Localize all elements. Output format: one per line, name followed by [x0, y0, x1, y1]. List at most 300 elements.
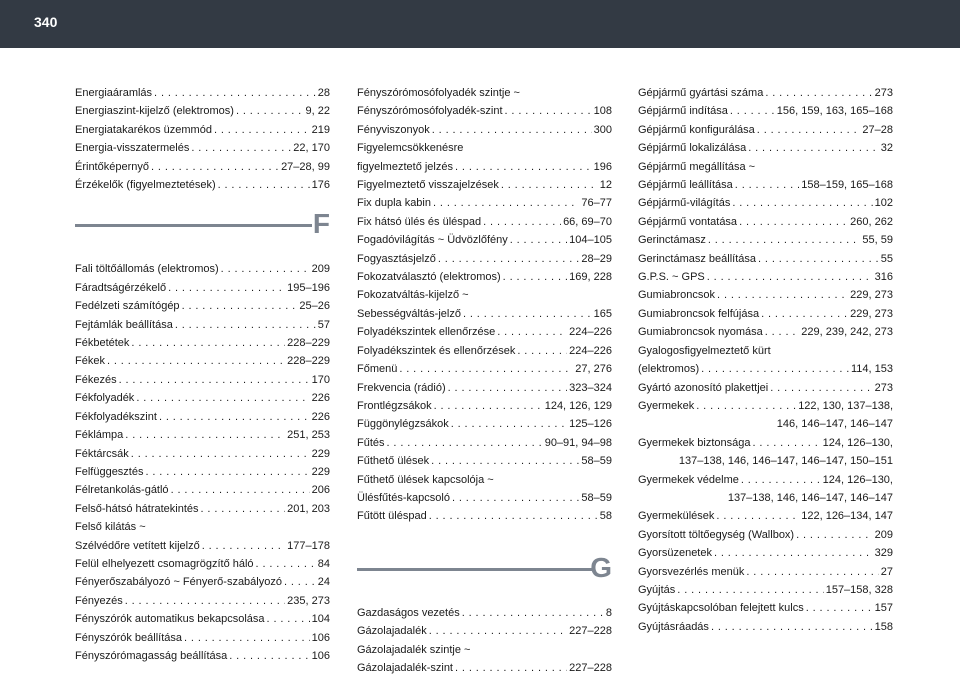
entry-pages: 206 — [311, 484, 330, 497]
entry-pages: 158 — [874, 620, 893, 633]
dot-leader — [741, 471, 821, 489]
dot-leader — [758, 250, 879, 268]
entry-term: Energiatakarékos üzemmód — [75, 123, 212, 136]
entry-pages: 27–28 — [862, 123, 893, 136]
entry-term: Fűtés — [357, 436, 385, 449]
dot-leader — [202, 537, 285, 555]
entry-pages: 55 — [880, 252, 893, 265]
index-entry — [638, 618, 893, 636]
dot-leader — [806, 599, 873, 617]
entry-pages: 58 — [599, 510, 612, 523]
entry-term: Fix hátsó ülés és üléspad — [357, 215, 482, 228]
dot-leader — [711, 618, 873, 636]
dot-leader — [739, 213, 848, 231]
index-entry — [75, 481, 330, 499]
index-entry — [75, 500, 330, 518]
dot-leader — [501, 176, 598, 194]
index-entry — [638, 286, 893, 304]
entry-pages: 106 — [311, 631, 330, 644]
index-entry — [638, 305, 893, 323]
entry-heading-line: Felső kilátás ~ — [75, 521, 146, 534]
index-entry — [357, 659, 612, 677]
entry-pages: 158–159, 165–168 — [801, 179, 893, 192]
index-entry — [357, 434, 612, 452]
index-entry — [75, 537, 330, 555]
entry-term: Gyorsított töltőegység (Wallbox) — [638, 528, 795, 541]
index-entry — [357, 622, 612, 640]
dot-leader — [267, 610, 310, 628]
dot-leader — [730, 102, 775, 120]
entry-pages: 316 — [874, 271, 893, 284]
dot-leader — [510, 231, 567, 249]
dot-leader — [448, 379, 568, 397]
entry-pages: 24 — [317, 576, 330, 589]
index-column-2 — [357, 84, 612, 677]
entry-pages: 229 — [311, 447, 330, 460]
entry-pages: 122, 126–134, 147 — [801, 510, 893, 523]
entry-pages: 55, 59 — [862, 234, 893, 247]
dot-leader — [151, 158, 279, 176]
entry-term: Sebességváltás-jelző — [357, 307, 461, 320]
index-entry — [75, 573, 330, 591]
entry-term: Gyújtáskapcsolóban felejtett kulcs — [638, 602, 804, 615]
index-entry — [638, 176, 893, 194]
entry-term: Fényerőszabályozó ~ Fényerő-szabályozó — [75, 576, 282, 589]
entry-term: Fényszórók automatikus bekapcsolása — [75, 613, 265, 626]
dot-leader — [201, 500, 286, 518]
entry-term: Folyadékszintek ellenőrzése — [357, 326, 496, 339]
index-entry — [638, 434, 893, 452]
entry-term: figyelmeztető jelzés — [357, 160, 453, 173]
entry-pages: 124, 126, 129 — [544, 399, 612, 412]
dot-leader — [757, 121, 861, 139]
index-entry — [638, 323, 893, 341]
dot-leader — [136, 389, 309, 407]
entry-pages: 224–226 — [569, 344, 612, 357]
dot-leader — [229, 647, 309, 665]
dot-leader — [433, 194, 579, 212]
index-entry — [638, 268, 893, 286]
index-entry — [638, 360, 893, 378]
index-entry — [75, 647, 330, 665]
entry-heading-line: Gépjármű megállítása ~ — [638, 160, 756, 173]
dot-leader — [746, 563, 878, 581]
entry-term: Főmenü — [357, 363, 398, 376]
entry-pages: 195–196 — [287, 281, 330, 294]
entry-pages: 90–91, 94–98 — [544, 436, 612, 449]
index-entry — [638, 471, 893, 489]
dot-leader — [463, 305, 592, 323]
entry-pages: 124, 126–130, — [822, 436, 893, 449]
index-entry — [357, 176, 612, 194]
entry-heading-line: Fűthető ülések kapcsolója ~ — [357, 473, 494, 486]
dot-leader — [125, 426, 285, 444]
entry-term: Energiaszint-kijelző (elektromos) — [75, 105, 234, 118]
index-entry — [75, 158, 330, 176]
index-entry — [638, 231, 893, 249]
entry-term: Fékfolyadékszint — [75, 410, 157, 423]
dot-leader — [717, 286, 848, 304]
index-entry — [638, 379, 893, 397]
dot-leader — [191, 139, 291, 157]
dot-leader — [431, 452, 579, 470]
dot-leader — [387, 434, 543, 452]
entry-term: Félretankolás-gátló — [75, 484, 169, 497]
section-letter: G — [590, 551, 612, 583]
entry-term: Szélvédőre vetített kijelző — [75, 539, 200, 552]
entry-term: Gépjármű-világítás — [638, 197, 731, 210]
entry-term: Felső-hátsó hátratekintés — [75, 502, 199, 515]
dot-leader — [256, 555, 316, 573]
entry-pages: 219 — [311, 123, 330, 136]
entry-term: Gerinctámasz — [638, 234, 706, 247]
entry-term: Felül elhelyezett csomagrögzítő háló — [75, 557, 254, 570]
index-entry — [357, 102, 612, 120]
index-entry — [638, 213, 893, 231]
index-entry — [75, 176, 330, 194]
dot-leader — [732, 194, 872, 212]
entry-term: Figyelmeztető visszajelzések — [357, 179, 499, 192]
entry-pages: 156, 159, 163, 165–168 — [776, 105, 893, 118]
dot-leader — [175, 316, 316, 334]
entry-pages: 300 — [593, 123, 612, 136]
entry-pages: 12 — [599, 179, 612, 192]
dot-leader — [119, 371, 310, 389]
index-entry — [75, 297, 330, 315]
entry-term: Fényviszonyok — [357, 123, 430, 136]
index-entry — [357, 379, 612, 397]
dot-leader — [171, 481, 310, 499]
dot-leader — [451, 415, 567, 433]
dot-leader — [505, 102, 592, 120]
dot-leader — [753, 434, 821, 452]
index-entry — [75, 610, 330, 628]
entry-term: Fejtámlák beállítása — [75, 318, 173, 331]
entry-term: Fékek — [75, 355, 105, 368]
dot-leader — [107, 352, 285, 370]
entry-pages: 58–59 — [581, 491, 612, 504]
entry-pages: 229, 273 — [850, 307, 893, 320]
entry-term: Fix dupla kabin — [357, 197, 431, 210]
entry-term: Energiaáramlás — [75, 87, 153, 99]
dot-leader — [714, 544, 873, 562]
index-entry — [75, 121, 330, 139]
dot-leader — [154, 84, 316, 102]
entry-term: Fogyasztásjelző — [357, 252, 436, 265]
index-entry — [357, 604, 612, 622]
index-entry — [75, 260, 330, 278]
entry-term: Gyártó azonosító plakettjei — [638, 381, 769, 394]
dot-leader — [735, 176, 799, 194]
entry-term: Gépjármű konfigurálása — [638, 123, 755, 136]
entry-term: Fűtött üléspad — [357, 510, 427, 523]
entry-pages: 260, 262 — [850, 215, 893, 228]
entry-term: Gépjármű lokalizálása — [638, 142, 747, 155]
entry-pages: 125–126 — [569, 418, 612, 431]
entry-pages: 226 — [311, 410, 330, 423]
index-entry — [357, 360, 612, 378]
entry-pages: 228–229 — [287, 337, 330, 350]
entry-term: Fékbetétek — [75, 337, 130, 350]
index-entry — [357, 323, 612, 341]
dot-leader — [517, 342, 567, 360]
index-entry — [75, 371, 330, 389]
entry-pages: 176 — [311, 179, 330, 192]
dot-leader — [770, 379, 872, 397]
index-entry — [638, 139, 893, 157]
entry-term: Frekvencia (rádió) — [357, 381, 446, 394]
dot-leader — [184, 629, 310, 647]
dot-leader — [497, 323, 567, 341]
dot-leader — [131, 445, 310, 463]
dot-leader — [214, 121, 310, 139]
entry-heading-line: Gyalogosfigyelmeztető kürt — [638, 344, 771, 357]
entry-pages-continued: 137–138, 146, 146–147, 146–147 — [727, 491, 893, 504]
index-entry — [357, 158, 612, 176]
dot-leader — [125, 592, 285, 610]
entry-term: Gerinctámasz beállítása — [638, 252, 756, 265]
index-entry — [638, 250, 893, 268]
entry-term: Fékfolyadék — [75, 392, 135, 405]
index-entry — [75, 316, 330, 334]
divider-line — [75, 224, 312, 227]
dot-leader — [284, 573, 316, 591]
index-entry — [357, 231, 612, 249]
entry-pages: 273 — [874, 87, 893, 99]
entry-pages: 27 — [880, 565, 893, 578]
dot-leader — [462, 604, 604, 622]
section-divider-f — [75, 200, 330, 260]
index-entry — [357, 507, 612, 525]
entry-term: Érzékelők (figyelmeztetések) — [75, 179, 216, 192]
index-entry — [357, 250, 612, 268]
entry-pages: 9, 22 — [305, 105, 330, 118]
entry-term: Fáradtságérzékelő — [75, 281, 167, 294]
entry-term: Érintőképernyő — [75, 160, 149, 173]
entry-term: Gyorsüzenetek — [638, 547, 712, 560]
entry-pages: 227–228 — [569, 625, 612, 638]
index-entry — [357, 194, 612, 212]
index-entry — [638, 507, 893, 525]
entry-pages: 104–105 — [569, 234, 612, 247]
entry-term: Gázolajadalék — [357, 625, 427, 638]
index-entry — [75, 279, 330, 297]
index-entry — [638, 397, 893, 415]
index-entry — [357, 452, 612, 470]
dot-leader — [168, 279, 285, 297]
dot-leader — [432, 121, 592, 139]
index-entry — [75, 629, 330, 647]
entry-pages: 229, 273 — [850, 289, 893, 302]
entry-term: G.P.S. ~ GPS — [638, 271, 705, 284]
entry-pages: 323–324 — [569, 381, 612, 394]
dot-leader — [696, 397, 796, 415]
entry-term: Felfüggesztés — [75, 465, 144, 478]
divider-line — [357, 568, 594, 571]
entry-term: Gyermekek védelme — [638, 473, 739, 486]
index-entry — [357, 305, 612, 323]
entry-pages: 224–226 — [569, 326, 612, 339]
entry-pages: 102 — [874, 197, 893, 210]
entry-pages: 27–28, 99 — [281, 160, 330, 173]
dot-leader — [438, 250, 580, 268]
dot-leader — [765, 323, 800, 341]
index-entry — [357, 397, 612, 415]
dot-leader — [748, 139, 879, 157]
entry-term: Ülésfűtés-kapcsoló — [357, 491, 450, 504]
entry-heading-line: Fokozatváltás-kijelző ~ — [357, 289, 469, 302]
entry-term: (elektromos) — [638, 363, 700, 376]
entry-pages: 27, 276 — [575, 363, 612, 376]
index-entry — [638, 563, 893, 581]
entry-heading-line: Gázolajadalék szintje ~ — [357, 643, 471, 656]
entry-pages: 25–26 — [299, 300, 330, 313]
entry-pages: 106 — [311, 649, 330, 662]
dot-leader — [796, 526, 873, 544]
dot-leader — [145, 463, 309, 481]
entry-pages: 58–59 — [581, 455, 612, 468]
entry-pages: 104 — [311, 613, 330, 626]
entry-heading-line: Fényszórómosófolyadék szintje ~ — [357, 87, 520, 99]
section-letter: F — [312, 208, 330, 240]
index-entry — [638, 121, 893, 139]
entry-pages: 169, 228 — [569, 271, 612, 284]
entry-term: Gyújtás — [638, 583, 676, 596]
index-entry — [357, 415, 612, 433]
entry-pages: 251, 253 — [287, 429, 330, 442]
dot-leader — [182, 297, 298, 315]
entry-pages: 76–77 — [581, 197, 612, 210]
entry-pages: 114, 153 — [850, 363, 893, 376]
entry-pages: 235, 273 — [287, 594, 330, 607]
dot-leader — [429, 622, 567, 640]
entry-pages: 229, 239, 242, 273 — [801, 326, 893, 339]
dot-leader — [131, 334, 285, 352]
index-entry — [638, 526, 893, 544]
entry-pages: 124, 126–130, — [822, 473, 893, 486]
entry-term: Energia-visszatermelés — [75, 142, 190, 155]
entry-term: Frontlégzsákok — [357, 399, 432, 412]
entry-pages: 28–29 — [581, 252, 612, 265]
entry-pages: 209 — [311, 263, 330, 276]
entry-term: Gyújtásráadás — [638, 620, 709, 633]
entry-pages: 201, 203 — [287, 502, 330, 515]
entry-pages: 226 — [311, 392, 330, 405]
entry-pages: 209 — [874, 528, 893, 541]
entry-pages: 157 — [874, 602, 893, 615]
dot-leader — [701, 360, 849, 378]
entry-term: Gumiabroncsok nyomása — [638, 326, 763, 339]
index-entry — [75, 102, 330, 120]
index-entry — [357, 213, 612, 231]
entry-term: Gépjármű gyártási száma — [638, 87, 764, 99]
entry-term: Gépjármű vontatása — [638, 215, 738, 228]
entry-term: Gyermekülések — [638, 510, 715, 523]
page-number: 340 — [34, 14, 58, 30]
index-entry — [75, 389, 330, 407]
dot-leader — [708, 231, 861, 249]
index-column-1 — [75, 84, 330, 665]
entry-pages: 227–228 — [569, 661, 612, 674]
entry-term: Féklámpa — [75, 429, 124, 442]
entry-pages: 329 — [874, 547, 893, 560]
dot-leader — [159, 408, 310, 426]
entry-pages: 122, 130, 137–138, — [798, 399, 893, 412]
entry-term: Folyadékszintek és ellenőrzések — [357, 344, 516, 357]
dot-leader — [221, 260, 310, 278]
entry-term: Gépjármű indítása — [638, 105, 728, 118]
dot-leader — [503, 268, 568, 286]
entry-term: Függönylégzsákok — [357, 418, 449, 431]
entry-term: Gépjármű leállítása — [638, 179, 733, 192]
dot-leader — [434, 397, 543, 415]
entry-pages-continued: 146, 146–147, 146–147 — [776, 418, 893, 431]
entry-pages: 84 — [317, 557, 330, 570]
entry-term: Fokozatválasztó (elektromos) — [357, 271, 501, 284]
index-entry — [75, 408, 330, 426]
index-entry — [75, 463, 330, 481]
index-entry — [638, 194, 893, 212]
index-entry — [357, 489, 612, 507]
section-divider-g — [357, 544, 612, 604]
dot-leader — [236, 102, 304, 120]
entry-term: Féktárcsák — [75, 447, 129, 460]
index-entry — [75, 139, 330, 157]
entry-pages: 165 — [593, 307, 612, 320]
entry-pages: 229 — [311, 465, 330, 478]
entry-term: Gyermekek biztonsága — [638, 436, 751, 449]
entry-pages: 177–178 — [287, 539, 330, 552]
index-entry — [638, 581, 893, 599]
entry-pages-continued: 137–138, 146, 146–147, 146–147, 150–151 — [678, 455, 893, 468]
entry-pages: 273 — [874, 381, 893, 394]
dot-leader — [761, 305, 848, 323]
entry-term: Gázolajadalék-szint — [357, 661, 453, 674]
entry-pages: 32 — [880, 142, 893, 155]
entry-term: Fényszórók beállítása — [75, 631, 182, 644]
entry-pages: 22, 170 — [293, 142, 330, 155]
index-column-3 — [638, 84, 893, 636]
index-entry — [75, 555, 330, 573]
entry-pages: 57 — [317, 318, 330, 331]
entry-pages: 196 — [593, 160, 612, 173]
index-entry — [638, 599, 893, 617]
index-entry — [357, 121, 612, 139]
dot-leader — [716, 507, 799, 525]
entry-term: Fali töltőállomás (elektromos) — [75, 263, 219, 276]
entry-pages: 28 — [317, 87, 330, 99]
entry-pages: 170 — [311, 373, 330, 386]
entry-pages: 66, 69–70 — [563, 215, 612, 228]
entry-pages: 157–158, 328 — [825, 583, 893, 596]
dot-leader — [452, 489, 579, 507]
dot-leader — [677, 581, 823, 599]
entry-term: Fényezés — [75, 594, 123, 607]
entry-term: Fedélzeti számítógép — [75, 300, 180, 313]
entry-term: Fogadóvilágítás ~ Üdvözlőfény — [357, 234, 508, 247]
entry-term: Fényszórómagasság beállítása — [75, 649, 228, 662]
index-entry — [638, 102, 893, 120]
page-header — [0, 0, 960, 48]
entry-term: Gumiabroncsok — [638, 289, 716, 302]
index-entry — [357, 268, 612, 286]
entry-term: Gyorsvezérlés menük — [638, 565, 745, 578]
dot-leader — [707, 268, 873, 286]
entry-heading-line: Figyelemcsökkenésre — [357, 142, 464, 155]
entry-pages: 108 — [593, 105, 612, 118]
index-entry — [75, 592, 330, 610]
dot-leader — [455, 659, 567, 677]
